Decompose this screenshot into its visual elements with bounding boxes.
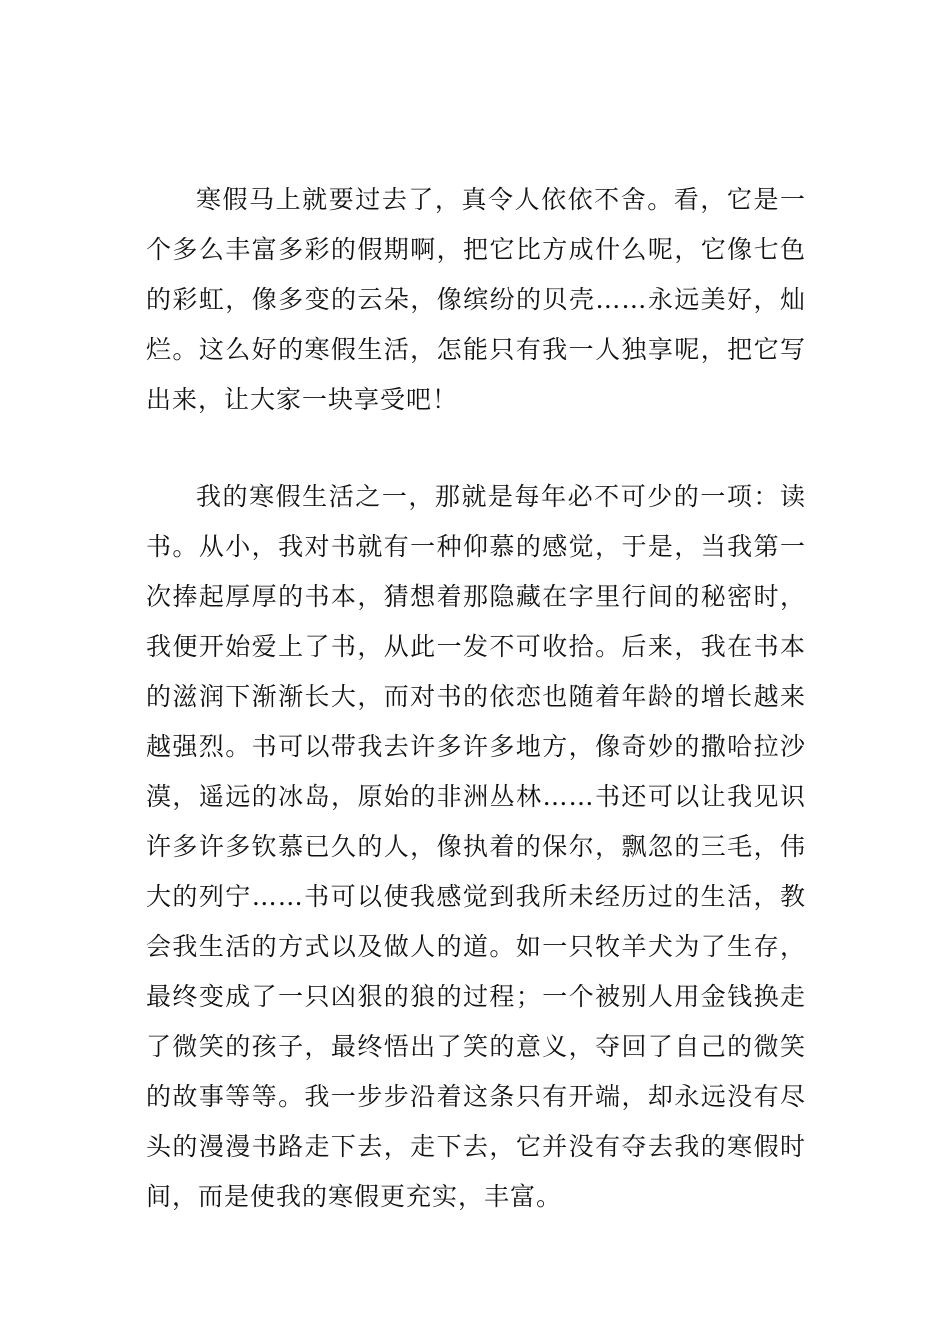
paragraph-reading: 我的寒假生活之一，那就是每年必不可少的一项：读书。从小，我对书就有一种仰慕的感觉，于是，当我第一次捧起厚厚的书本，猜想着那隐藏在字里行间的秘密时，我便开始爱上了书，从此一发不可收拾。后来，我在书本的滋润下渐渐长大，而对书的依恋也随着年龄的增长越来越强烈。书可以带我去许多许多地方，像奇妙的撒哈拉沙漠，遥远的冰岛，原始的非洲丛林……书还可以让我见识许多许多钦慕已久的人，像执着的保尔，飘忽的三毛，伟大的列宁……书可以使我感觉到我所未经历过的生活，教会我生活的方式以及做人的道。如一只牧羊犬为了生存，最终变成了一只凶狠的狼的过程；一个被别人用金钱换走了微笑的孩子，最终悟出了笑的意义，夺回了自己的微笑的故事等等。我一步步沿着这条只有开端，却永远没有尽头的漫漫书路走下去，走下去，它并没有夺去我的寒假时间，而是使我的寒假更充实，丰富。 [146,482,806,1211]
paragraph-intro: 寒假马上就要过去了，真令人依依不舍。看，它是一个多么丰富多彩的假期啊，把它比方成什么呢，它像七色的彩虹，像多变的云朵，像缤纷的贝壳……永远美好，灿烂。这么好的寒假生活，怎能只有我一人独享呢，把它写出来，让大家一块享受吧！ [146,185,806,414]
document-body [146,175,806,1222]
